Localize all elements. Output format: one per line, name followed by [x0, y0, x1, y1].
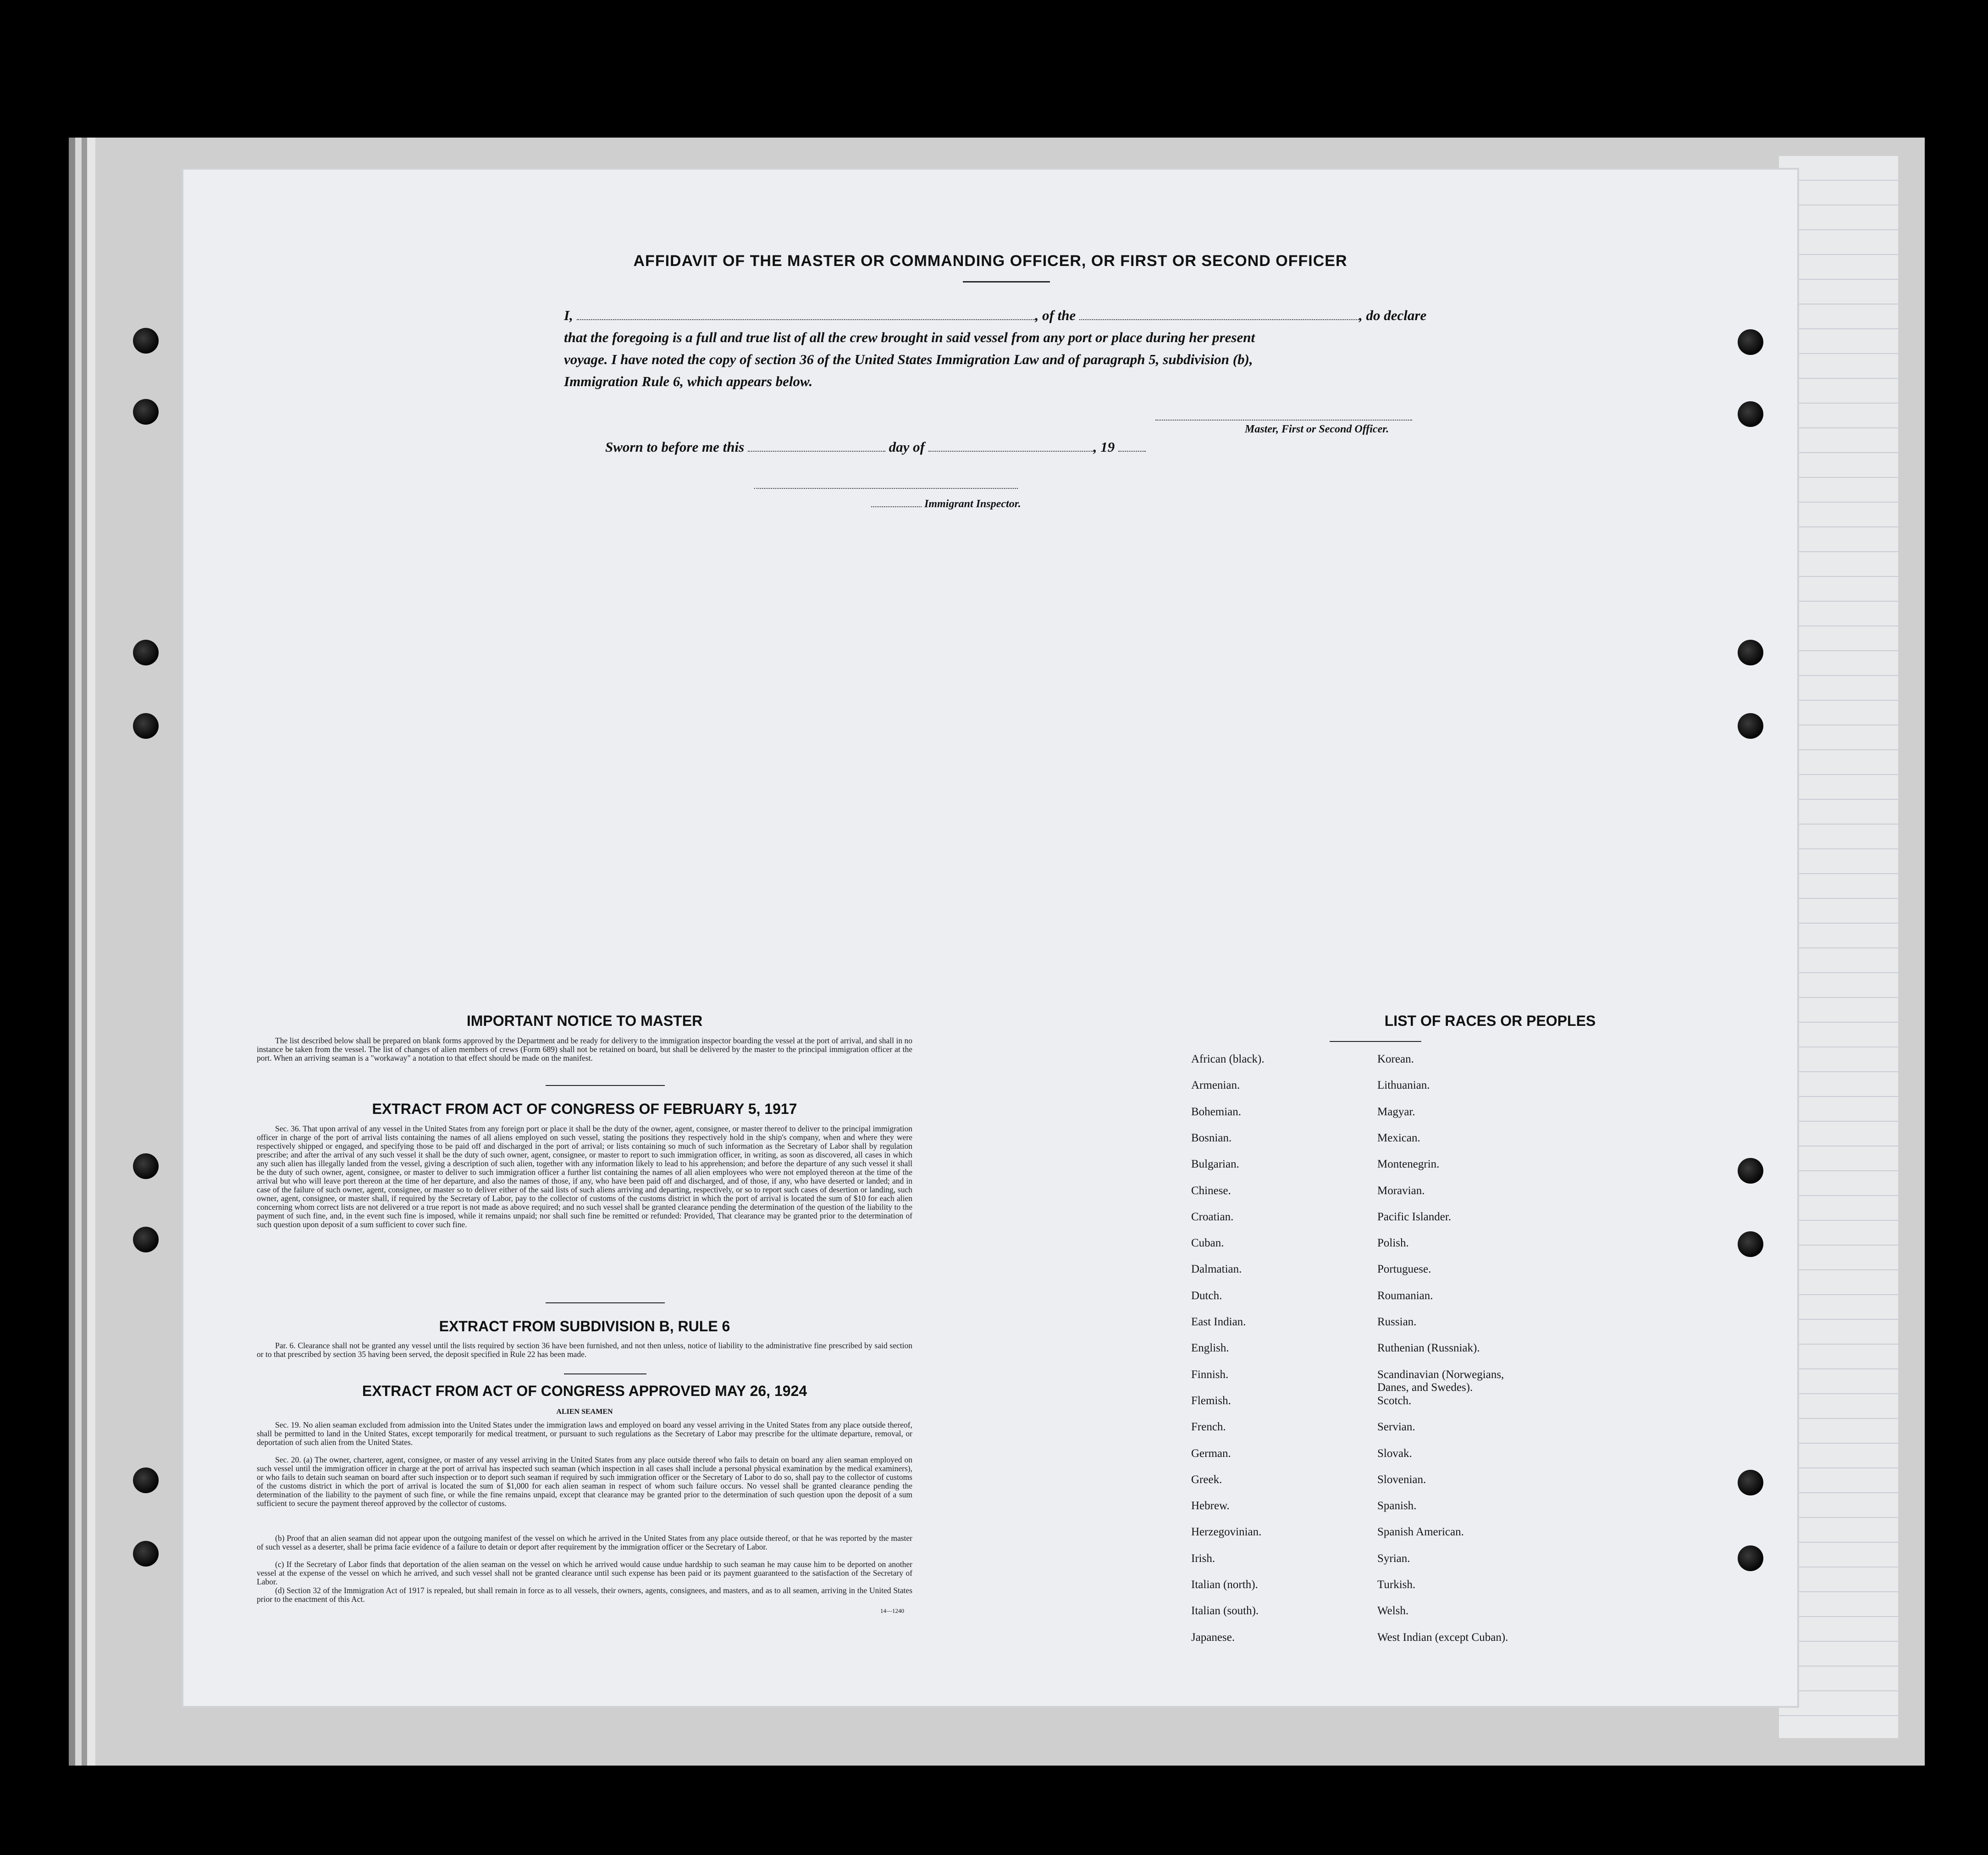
extract-rule6-title: EXTRACT FROM SUBDIVISION B, RULE 6 [439, 1318, 730, 1334]
binder-hole [1738, 640, 1763, 665]
race-item: Bulgarian. [1191, 1158, 1239, 1171]
race-item: Armenian. [1191, 1079, 1240, 1092]
vessel-blank[interactable] [1079, 319, 1359, 320]
declare-of: , of the [1035, 307, 1076, 323]
race-item: English. [1191, 1342, 1229, 1355]
divider-2 [546, 1302, 665, 1303]
extract-1924-title: EXTRACT FROM ACT OF CONGRESS APPROVED MAY 26, 1924 [362, 1383, 807, 1399]
sec-20c-text: (c) If the Secretary of Labor finds that deportation of the alien seaman on the vessel on which he arrived would cause undue hardship to such seaman he may cause him to be deported on another vessel at the expense of the vessel on which he arrived, and such vessel shall not be granted clearance until such expense has been paid or its payment guaranteed to the satisfaction of the Secretary of Labor. [257, 1560, 912, 1586]
sworn-line [605, 439, 1146, 455]
inspector-blank[interactable] [871, 506, 922, 507]
day-of-text: day of [889, 439, 925, 455]
race-item: Bohemian. [1191, 1105, 1242, 1118]
race-scandinavian-continued: Danes, and Swedes). [1377, 1381, 1473, 1394]
race-item: Montenegrin. [1377, 1158, 1440, 1171]
sworn-text: Sworn to before me this [605, 439, 745, 455]
race-item: Lithuanian. [1377, 1079, 1430, 1092]
sec-20a-text: Sec. 20. (a) The owner, charterer, agent, consignee, or master of any vessel arriving in the United States from any place outside thereof who fails to detain on board any alien seaman employed on such vessel until the immigration officer in charge at the port of arrival has inspected such seaman (which inspection in all cases shall include a personal physical examination by the medical examiners), or who fails to detain such seaman on board after such inspection or to deport such seaman if required by such immigration officer or the Secretary of Labor to do so, shall pay to the collector of customs of the customs district in which the port of arrival is located the sum of $1,000 for each alien seaman in respect of whom such failure occurs. No vessel shall be granted clearance pending the determination of the liability to the payment of such fine, or while the fine remains unpaid, except that clearance may be granted prior to the determination of such question upon the deposit of a sum sufficient to secure the payment thereof approved by the collector of customs. [257, 1455, 912, 1508]
race-item: Herzegovinian. [1191, 1526, 1262, 1539]
race-item: Roumanian. [1377, 1289, 1433, 1302]
race-item: Pacific Islander. [1377, 1210, 1452, 1223]
race-item: Korean. [1377, 1053, 1414, 1065]
affidavit-page [183, 170, 1797, 1706]
race-item: Spanish American. [1377, 1526, 1464, 1539]
binder-hole [133, 1227, 159, 1252]
title-rule [963, 281, 1050, 282]
extract-rule6-text: Par. 6. Clearance shall not be granted any vessel until the lists required by section 36 have been furnished, and not then unless, notice of liability to the administrative fine prescribed by said section or to that prescribed by section 35 having been served, the deposit specified in Rule 22 has been made. [257, 1341, 912, 1359]
race-item: Italian (south). [1191, 1605, 1259, 1617]
race-item: Greek. [1191, 1473, 1222, 1486]
race-item: Syrian. [1377, 1552, 1410, 1565]
race-item: Ruthenian (Russniak). [1377, 1342, 1480, 1355]
race-item: Portuguese. [1377, 1263, 1431, 1276]
month-blank[interactable] [928, 451, 1093, 452]
declaration-line-3: voyage. I have noted the copy of section 36 of the United States Immigration Law and of paragraph 5, subdivision (b), [564, 351, 1253, 367]
binder-hole [1738, 329, 1763, 355]
race-item: Mexican. [1377, 1131, 1420, 1144]
races-title-rule [1330, 1041, 1421, 1042]
sec-20b-text: (b) Proof that an alien seaman did not appear upon the outgoing manifest of the vessel on which he arrived in the United States from any place outside thereof, or that he was reported by the master of such vessel as a deserter, shall be prima facie evidence of a failure to detain or deport after requirement by the immigration officer or the Secretary of Labor. [257, 1534, 912, 1551]
race-item: Slovenian. [1377, 1473, 1426, 1486]
divider-3 [564, 1373, 646, 1374]
form-number: 14—1240 [880, 1607, 904, 1614]
inspector-label-text: Immigrant Inspector. [924, 498, 1021, 510]
extract-1917-text: Sec. 36. That upon arrival of any vessel in the United States from any foreign port or place it shall be the duty of the owner, agent, consignee, or master thereof to deliver to the principal immigration officer in charge of the port of arrival lists containing the names of all aliens employed on such vessel, stating the positions they respectively hold in the ship's company, when and where they were respectively shipped or engaged, and specifying those to be paid off and discharged in the port of arrival; or lists containing so much of such information as the Secretary of Labor shall by regulation prescribe; and after the arrival of any such vessel it shall be the duty of such owner, agent, consignee, or master to report to such immigration officer, in writing, as soon as discovered, all cases in which any such alien has illegally landed from the vessel, giving a description of such alien, together with any information likely to lead to his apprehension; and before the departure of any such vessel it shall be the duty of such owner, agent, consignee, or master to deliver to such immigration officer a further list containing the names of all alien employees who were not employed thereon at the time of the arrival but who will leave port thereon at the time of her departure, and also the names of those, if any, who have been paid off and discharged, and of those, if any, who have deserted or landed; and in case of the failure of such owner, agent, consignee, or master so to deliver either of the said lists of such aliens arriving and departing, respectively, or so to report such cases of desertion or landing, such owner, agent, consignee, or master shall, if required by the Secretary of Labor, pay to the collector of customs of the customs district in which the port of arrival is located the sum of $10 for each alien concerning whom correct lists are not delivered or a true report is not made as above required; and no such vessel shall be granted clearance pending the determination of the question of the liability to the payment of such fine, and, in the event such fine is imposed, while it remains unpaid; nor shall such fine be remitted or refunded: Provided, That clearance may be granted prior to the determination of such question upon deposit of a sum sufficient to cover such fine. [257, 1124, 912, 1229]
race-item: East Indian. [1191, 1316, 1246, 1328]
race-item: Spanish. [1377, 1500, 1417, 1512]
race-item: African (black). [1191, 1053, 1265, 1065]
binder-hole [1738, 1545, 1763, 1571]
master-signature-line[interactable] [1155, 420, 1412, 421]
inspector-label [871, 498, 1021, 510]
race-item: Slovak. [1377, 1447, 1412, 1460]
race-item: Russian. [1377, 1316, 1417, 1328]
race-item: Cuban. [1191, 1237, 1224, 1250]
affidavit-title: AFFIDAVIT OF THE MASTER OR COMMANDING OFFICER, OR FIRST OR SECOND OFFICER [633, 252, 1347, 270]
binder-hole [1738, 1231, 1763, 1257]
divider-1 [546, 1085, 665, 1086]
declare-i: I, [564, 307, 573, 323]
race-item: Turkish. [1377, 1578, 1416, 1591]
races-title: LIST OF RACES OR PEOPLES [1384, 1013, 1596, 1029]
binder-hole [1738, 713, 1763, 739]
binder-hole [133, 713, 159, 739]
name-blank[interactable] [577, 319, 1035, 320]
race-item: Scotch. [1377, 1394, 1412, 1407]
year-prefix: , 19 [1093, 439, 1115, 455]
race-item: Chinese. [1191, 1184, 1231, 1197]
inspector-signature-line[interactable] [754, 488, 1018, 489]
notice-title: IMPORTANT NOTICE TO MASTER [466, 1013, 703, 1029]
binder-hole [133, 640, 159, 665]
race-item: Croatian. [1191, 1210, 1234, 1223]
race-item: Dutch. [1191, 1289, 1222, 1302]
race-item: French. [1191, 1421, 1226, 1434]
binder-hole [1738, 1470, 1763, 1495]
race-item: Servian. [1377, 1421, 1415, 1434]
race-item: Magyar. [1377, 1105, 1415, 1118]
declaration-line-2: that the foregoing is a full and true list of all the crew brought in said vessel from any port or place during her present [564, 329, 1255, 345]
alien-seamen-subtitle: ALIEN SEAMEN [556, 1408, 613, 1416]
year-blank[interactable] [1118, 451, 1146, 452]
extract-1917-title: EXTRACT FROM ACT OF CONGRESS OF FEBRUARY 5, 1917 [372, 1101, 797, 1117]
sec-19-text: Sec. 19. No alien seaman excluded from admission into the United States under the immigration laws and employed on board any vessel arriving in the United States from any place outside thereof, shall be permitted to land in the United States, except temporarily for medical treatment, or pursuant to such regulations as the Secretary of Labor may prescribe for the ultimate departure, removal, or deportation of such alien from the United States. [257, 1420, 912, 1447]
race-item: Japanese. [1191, 1631, 1235, 1644]
binder-hole [1738, 1158, 1763, 1184]
race-item: Hebrew. [1191, 1500, 1230, 1512]
race-item: German. [1191, 1447, 1231, 1460]
race-item: Bosnian. [1191, 1131, 1232, 1144]
race-item: Finnish. [1191, 1368, 1229, 1381]
race-item: Polish. [1377, 1237, 1409, 1250]
master-signature-label: Master, First or Second Officer. [1245, 423, 1389, 435]
declare-end: , do declare [1359, 307, 1427, 323]
race-item: West Indian (except Cuban). [1377, 1631, 1508, 1644]
binder-hole [133, 399, 159, 425]
binder-hole [133, 1541, 159, 1567]
notice-text: The list described below shall be prepared on blank forms approved by the Department and be ready for delivery to the immigration inspector boarding the vessel at the port of arrival, and shall in no instance be taken from the vessel. The list of changes of alien members of crews (Form 689) shall not be retained on board, but shall be delivered by the master to the principal immigration officer at the port. When an arriving seaman is a "workaway" a notation to that effect should be made on the manifest. [257, 1036, 912, 1063]
sec-20d-text: (d) Section 32 of the Immigration Act of 1917 is repealed, but shall remain in force as to all vessels, their owners, agents, consignees, and masters, and as to all seamen, arriving in the United States prior to the enactment of this Act. [257, 1586, 912, 1604]
race-item: Flemish. [1191, 1394, 1231, 1407]
binder-hole [133, 1467, 159, 1493]
race-item: Scandinavian (Norwegians, [1377, 1368, 1504, 1381]
binder-hole [133, 1153, 159, 1179]
race-item: Moravian. [1377, 1184, 1425, 1197]
binder-hole [1738, 401, 1763, 427]
day-blank[interactable] [748, 451, 885, 452]
declaration-line-4: Immigration Rule 6, which appears below. [564, 373, 813, 389]
race-item: Italian (north). [1191, 1578, 1258, 1591]
race-item: Irish. [1191, 1552, 1215, 1565]
race-item: Dalmatian. [1191, 1263, 1242, 1276]
binder-hole [133, 328, 159, 354]
race-item: Welsh. [1377, 1605, 1409, 1617]
declaration-line-1 [564, 307, 1426, 324]
